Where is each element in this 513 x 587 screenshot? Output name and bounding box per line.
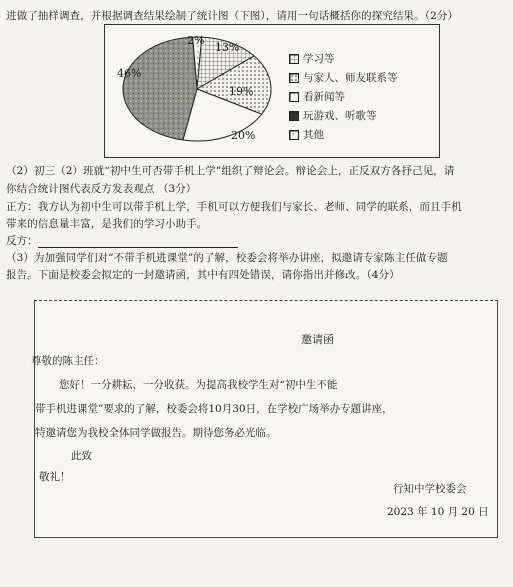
letter-title: 邀请函 bbox=[301, 333, 334, 346]
con-side-label: 反方： bbox=[6, 235, 38, 247]
letter-signer: 行知中学校委会 bbox=[393, 483, 467, 495]
slice-label-learning: 13% bbox=[215, 41, 240, 54]
legend-item-learning: 学习等 bbox=[289, 51, 335, 66]
letter-body-line3: 特邀请您为我校全体同学做报告。期待您务必光临。 bbox=[35, 427, 277, 439]
letter-body-line2: 带手机进课堂”要求的了解，校委会将10月30日，在学校广场举办专题讲座， bbox=[35, 403, 393, 415]
legend-item-other: 其他 bbox=[289, 127, 324, 142]
con-side-line bbox=[6, 233, 238, 248]
pro-side-line2: 带来的信息量丰富，是我们的学习小助手。 bbox=[6, 218, 208, 230]
question-2-line1: （2）初三（2）班就“初中生可否带手机上学”组织了辩论会。辩论会上，正反双方各抒己见，请 bbox=[6, 165, 455, 177]
slice-label-games: 46% bbox=[117, 67, 142, 80]
slice-label-contact: 19% bbox=[229, 85, 254, 98]
letter-closing-1: 此致 bbox=[71, 450, 92, 462]
legend-swatch-dark-icon bbox=[289, 111, 299, 121]
letter-salutation: 尊敬的陈主任： bbox=[31, 355, 105, 367]
letter-body-line1: 您好！一分耕耘，一分收获。为提高我校学生对“初中生不能 bbox=[59, 379, 338, 391]
legend-swatch-grid-icon bbox=[289, 54, 299, 64]
letter-closing-2: 敬礼！ bbox=[39, 471, 71, 483]
invitation-letter bbox=[31, 300, 498, 538]
legend-swatch-sparse-icon bbox=[289, 130, 299, 140]
pie-chart bbox=[105, 25, 439, 157]
pie-slice-dark bbox=[123, 37, 197, 140]
legend-item-games: 玩游戏、听歌等 bbox=[289, 108, 377, 123]
answer-blank[interactable] bbox=[38, 237, 238, 248]
question-3-line1: （3）为加强同学们对“不带手机进课堂”的了解，校委会将举办讲座，拟邀请专家陈主任做专题 bbox=[6, 252, 448, 264]
slice-label-news: 20% bbox=[231, 129, 256, 142]
legend-swatch-blank-icon bbox=[289, 92, 299, 102]
legend-item-contact: 与家人、师友联系等 bbox=[289, 70, 398, 85]
chart-frame bbox=[104, 24, 440, 158]
question-text-line: 进做了抽样调查，并根据调查结果绘制了统计图（下图），请用一句话概括你的探究结果。（2分） bbox=[6, 10, 459, 22]
legend-item-news: 看新闻等 bbox=[289, 89, 345, 104]
pro-side-line1: 正方：我方认为初中生可以带手机上学，手机可以方便我们与家长、老师、同学的联系，而且手机 bbox=[6, 201, 462, 213]
question-3-line2: 报告。下面是校委会拟定的一封邀请函，其中有四处错误，请你指出并修改。（4分） bbox=[6, 269, 400, 281]
slice-label-other: 2% bbox=[187, 34, 205, 47]
legend-swatch-dots-icon bbox=[289, 73, 299, 83]
letter-date: 2023 年 10 月 20 日 bbox=[387, 506, 489, 518]
question-2-line2: 你结合统计图代表反方发表观点 （3分） bbox=[6, 183, 197, 195]
